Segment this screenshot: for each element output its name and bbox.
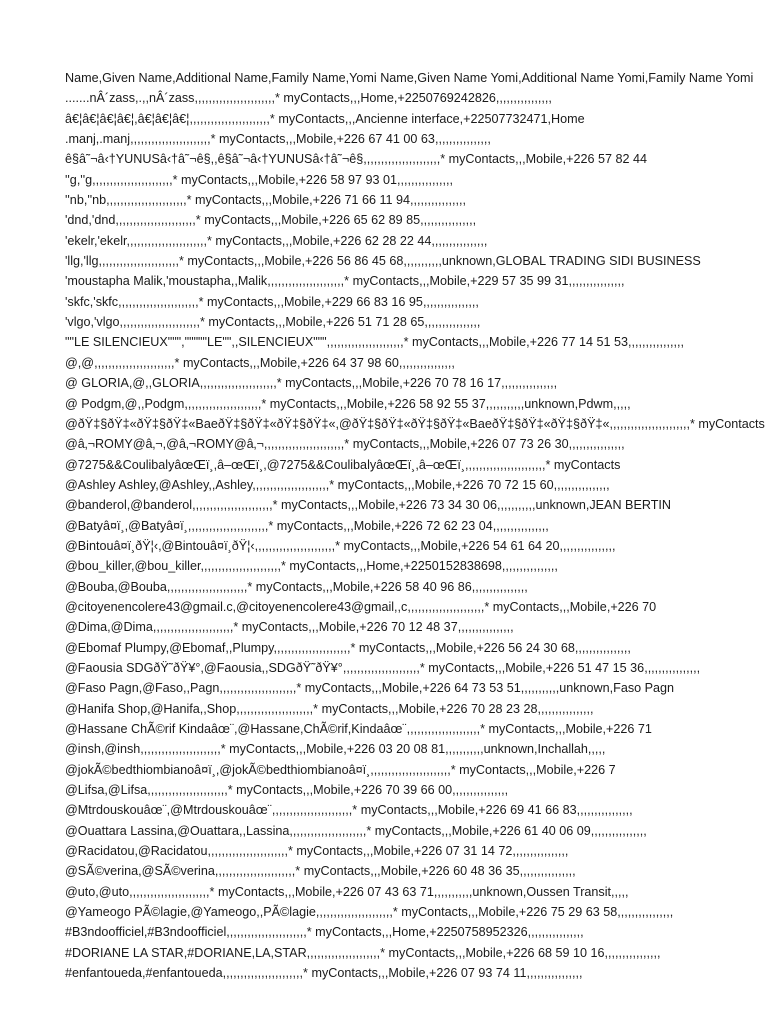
csv-line: Name,Given Name,Additional Name,Family Name,Yomi Name,Given Name Yomi,Additional Name Yomi,Family Name Yomi <box>65 71 754 85</box>
csv-line: @,@,,,,,,,,,,,,,,,,,,,,,,,* myContacts,,,Mobile,+226 64 37 98 60,,,,,,,,,,,,,,,, <box>65 355 455 370</box>
csv-line: @Bintouâ¤ï¸ðŸ¦‹,@Bintouâ¤ï¸ðŸ¦‹,,,,,,,,,,,,,,,,,,,,,,,* myContacts,,,Mobile,+226 54 61 64 20,,,,,,,,,,,,,,,, <box>65 538 616 553</box>
csv-line: @Yameogo PÃ©lagie,@Yameogo,,PÃ©lagie,,,,,,,,,,,,,,,,,,,,,,* myContacts,,,Mobile,+226 75 29 63 58,,,,,,,,,,,,,,,, <box>65 905 674 920</box>
csv-line: @Hassane ChÃ©rif Kindaâœ¨,@Hassane,ChÃ©rif,Kindaâœ¨,,,,,,,,,,,,,,,,,,,,,* myContacts,,,Mobile,+226 71 <box>65 722 652 736</box>
csv-line: @uto,@uto,,,,,,,,,,,,,,,,,,,,,,,* myContacts,,,Mobile,+226 07 43 63 71,,,,,,,,,,,unknown,Oussen Transit,,,,, <box>65 884 629 899</box>
csv-line: 'vlgo,'vlgo,,,,,,,,,,,,,,,,,,,,,,,* myContacts,,,Mobile,+226 51 71 28 65,,,,,,,,,,,,,,,, <box>65 315 481 330</box>
csv-line: â€¦â€¦â€¦â€¦,â€¦â€¦â€¦,,,,,,,,,,,,,,,,,,,,,,,* myContacts,,,Ancienne interface,+22507732471,Home <box>65 111 585 126</box>
csv-line: .......nÂ´zass,.,,nÂ´zass,,,,,,,,,,,,,,,,,,,,,,,* myContacts,,,Home,+2250769242826,,,,,,,,,,,,,,,, <box>65 91 552 106</box>
csv-line: @Ebomaf Plumpy,@Ebomaf,,Plumpy,,,,,,,,,,,,,,,,,,,,,,* myContacts,,,Mobile,+226 56 24 30 68,,,,,,,,,,,,,,,, <box>65 640 631 655</box>
csv-line: ''nb,''nb,,,,,,,,,,,,,,,,,,,,,,,* myContacts,,,Mobile,+226 71 66 11 94,,,,,,,,,,,,,,,, <box>65 193 467 208</box>
csv-line: 'skfc,'skfc,,,,,,,,,,,,,,,,,,,,,,,* myContacts,,,Mobile,+229 66 83 16 95,,,,,,,,,,,,,,,, <box>65 294 479 309</box>
csv-line: @citoyenencolere43@gmail.c,@citoyenencolere43@gmail,,c,,,,,,,,,,,,,,,,,,,,,,* myContacts,,,Mobile,+226 70 <box>65 599 657 614</box>
csv-line: 'moustapha Malik,'moustapha,,Malik,,,,,,,,,,,,,,,,,,,,,,* myContacts,,,Mobile,+229 57 35 99 31,,,,,,,,,,,,,,,, <box>65 274 625 289</box>
csv-line: @Bouba,@Bouba,,,,,,,,,,,,,,,,,,,,,,,* myContacts,,,Mobile,+226 58 40 96 86,,,,,,,,,,,,,,,, <box>65 579 528 594</box>
csv-line: @7275&&CoulibalyâœŒï¸,â–œŒï¸,@7275&&CoulibalyâœŒï¸,â–œŒï¸,,,,,,,,,,,,,,,,,,,,,,,* myContacts <box>65 457 621 472</box>
csv-line: ê§â˜¬â‹†YUNUSâ‹†â˜¬ê§,,ê§â˜¬â‹†YUNUSâ‹†â˜¬ê§,,,,,,,,,,,,,,,,,,,,,,* myContacts,,,Mobile,+226 57 82 44 <box>65 152 648 167</box>
csv-line: ""LE SILENCIEUX""","""""LE"",,SILENCIEUX""",,,,,,,,,,,,,,,,,,,,,,* myContacts,,,Mobile,+226 77 14 51 53,,,,,,,,,,,,,,,, <box>65 335 684 350</box>
csv-line: @Faso Pagn,@Faso,,Pagn,,,,,,,,,,,,,,,,,,,,,,* myContacts,,,Mobile,+226 64 73 53 51,,,,,,,,,,,unknown,Faso Pagn <box>65 681 675 696</box>
csv-line: @Racidatou,@Racidatou,,,,,,,,,,,,,,,,,,,,,,,* myContacts,,,Mobile,+226 07 31 14 72,,,,,,,,,,,,,,,, <box>65 844 569 859</box>
csv-line: @bou_killer,@bou_killer,,,,,,,,,,,,,,,,,,,,,,,* myContacts,,,Home,+2250152838698,,,,,,,,,,,,,,,, <box>65 559 558 574</box>
csv-text-block <box>65 68 765 983</box>
csv-line: @jokÃ©bedthiombianoâ¤ï¸,@jokÃ©bedthiombianoâ¤ï¸,,,,,,,,,,,,,,,,,,,,,,,* myContacts,,,Mobile,+226 7 <box>65 762 616 777</box>
csv-line: 'ekelr,'ekelr,,,,,,,,,,,,,,,,,,,,,,,* myContacts,,,Mobile,+226 62 28 22 44,,,,,,,,,,,,,,,, <box>65 233 488 248</box>
csv-line: 'dnd,'dnd,,,,,,,,,,,,,,,,,,,,,,,* myContacts,,,Mobile,+226 65 62 89 85,,,,,,,,,,,,,,,, <box>65 213 477 228</box>
csv-line: @â‚¬ROMY@â‚¬,@â‚¬ROMY@â‚¬,,,,,,,,,,,,,,,,,,,,,,,* myContacts,,,Mobile,+226 07 73 26 30,,,,,,,,,,,,,,,, <box>65 437 625 452</box>
csv-line: @Dima,@Dima,,,,,,,,,,,,,,,,,,,,,,,* myContacts,,,Mobile,+226 70 12 48 37,,,,,,,,,,,,,,,, <box>65 620 514 635</box>
csv-line: .manj,.manj,,,,,,,,,,,,,,,,,,,,,,,* myContacts,,,Mobile,+226 67 41 00 63,,,,,,,,,,,,,,,, <box>65 132 491 147</box>
csv-line: @Ouattara Lassina,@Ouattara,,Lassina,,,,,,,,,,,,,,,,,,,,,,* myContacts,,,Mobile,+226 61 40 06 09,,,,,,,,,,,,,,,, <box>65 823 647 838</box>
csv-line: 'llg,'llg,,,,,,,,,,,,,,,,,,,,,,,* myContacts,,,Mobile,+226 56 86 45 68,,,,,,,,,,,unknown,GLOBAL TRADING SIDI BUSINESS <box>65 254 701 269</box>
csv-line: #enfantoueda,#enfantoueda,,,,,,,,,,,,,,,,,,,,,,,* myContacts,,,Mobile,+226 07 93 74 11,,,,,,,,,,,,,,,, <box>65 966 583 981</box>
csv-line: @Faousia SDGðŸ˜ðŸ¥°,@Faousia,,SDGðŸ˜ðŸ¥°,,,,,,,,,,,,,,,,,,,,,,* myContacts,,,Mobile,+226 51 47 15 36,,,,,,,,,,,,,,,, <box>65 660 701 675</box>
csv-line: @insh,@insh,,,,,,,,,,,,,,,,,,,,,,,* myContacts,,,Mobile,+226 03 20 08 81,,,,,,,,,,,unknown,Inchallah,,,,, <box>65 742 606 757</box>
csv-line: @SÃ©verina,@SÃ©verina,,,,,,,,,,,,,,,,,,,,,,,* myContacts,,,Mobile,+226 60 48 36 35,,,,,,,,,,,,,,,, <box>65 864 576 879</box>
csv-line: @ Podgm,@,,Podgm,,,,,,,,,,,,,,,,,,,,,,* myContacts,,,Mobile,+226 58 92 55 37,,,,,,,,,,,unknown,Pdwm,,,,, <box>65 396 631 411</box>
csv-line: ''g,''g,,,,,,,,,,,,,,,,,,,,,,,* myContacts,,,Mobile,+226 58 97 93 01,,,,,,,,,,,,,,,, <box>65 172 453 187</box>
csv-line: @Hanifa Shop,@Hanifa,,Shop,,,,,,,,,,,,,,,,,,,,,,* myContacts,,,Mobile,+226 70 28 23 28,,,,,,,,,,,,,,,, <box>65 701 594 716</box>
csv-line: @ðŸ‡§ðŸ‡«ðŸ‡§ðŸ‡«BaeðŸ‡§ðŸ‡«ðŸ‡§ðŸ‡«,@ðŸ‡§ðŸ‡«ðŸ‡§ðŸ‡«BaeðŸ‡§ðŸ‡«ðŸ‡§ðŸ‡«,,,,,,,,,,,,,,,,,,,,,,,* myContacts <box>65 416 765 431</box>
csv-line: @Batyâ¤ï¸,@Batyâ¤ï¸,,,,,,,,,,,,,,,,,,,,,,,* myContacts,,,Mobile,+226 72 62 23 04,,,,,,,,,,,,,,,, <box>65 518 549 533</box>
csv-line: @banderol,@banderol,,,,,,,,,,,,,,,,,,,,,,,* myContacts,,,Mobile,+226 73 34 30 06,,,,,,,,,,,unknown,JEAN BERTIN <box>65 498 671 513</box>
csv-line: @ GLORIA,@,,GLORIA,,,,,,,,,,,,,,,,,,,,,,* myContacts,,,Mobile,+226 70 78 16 17,,,,,,,,,,,,,,,, <box>65 376 558 391</box>
csv-line: #B3ndoofficiel,#B3ndoofficiel,,,,,,,,,,,,,,,,,,,,,,,* myContacts,,,Home,+2250758952326,,,,,,,,,,,,,,,, <box>65 925 584 940</box>
csv-line: @Ashley Ashley,@Ashley,,Ashley,,,,,,,,,,,,,,,,,,,,,,* myContacts,,,Mobile,+226 70 72 15 60,,,,,,,,,,,,,,,, <box>65 477 610 492</box>
csv-line: @Lifsa,@Lifsa,,,,,,,,,,,,,,,,,,,,,,,* myContacts,,,Mobile,+226 70 39 66 00,,,,,,,,,,,,,,,, <box>65 783 509 798</box>
csv-line: #DORIANE LA STAR,#DORIANE,LA,STAR,,,,,,,,,,,,,,,,,,,,,* myContacts,,,Mobile,+226 68 59 10 16,,,,,,,,,,,,,,,, <box>65 945 661 960</box>
csv-line: @Mtrdouskouâœ¨,@Mtrdouskouâœ¨,,,,,,,,,,,,,,,,,,,,,,,* myContacts,,,Mobile,+226 69 41 66 83,,,,,,,,,,,,,,,, <box>65 803 633 818</box>
